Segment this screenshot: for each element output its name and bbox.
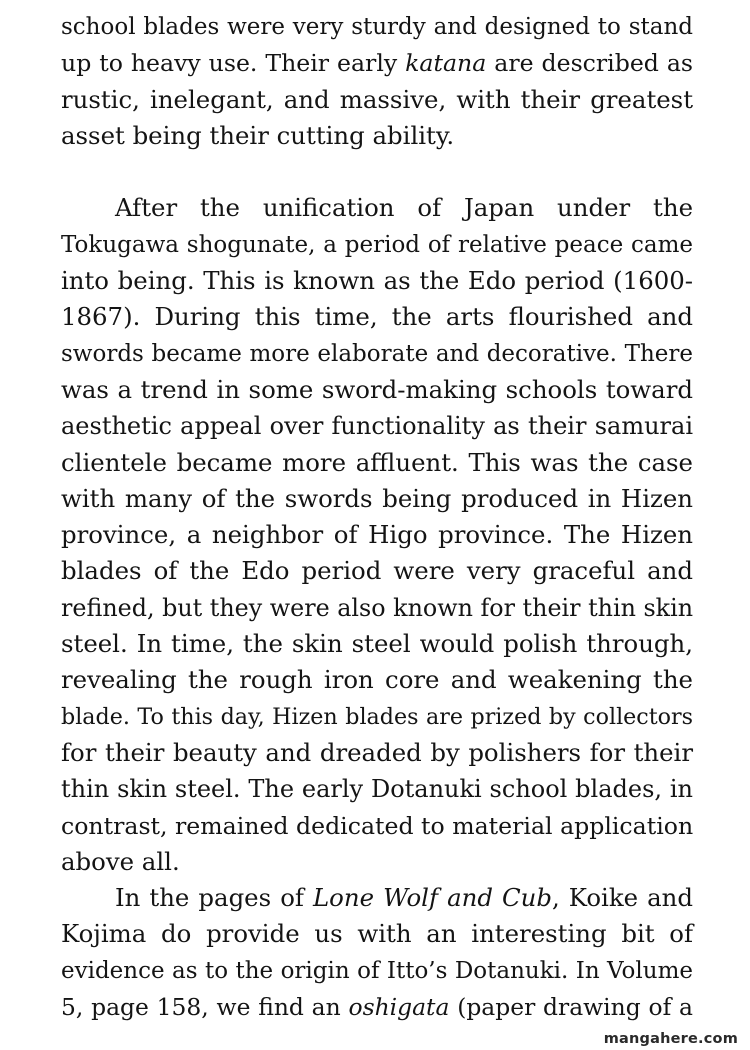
text-line: school blades were very sturdy and designed to stand (61, 14, 693, 40)
text-line: up to heavy use. Their early katana are described as (61, 49, 693, 78)
text-line: aesthetic appeal over functionality as their samurai (61, 412, 693, 441)
text-line: evidence as to the origin of Itto’s Dotanuki. In Volume (61, 957, 693, 984)
text-line: revealing the rough iron core and weakening the (61, 665, 693, 695)
text-line: clientele became more affluent. This was the case (61, 447, 693, 477)
text-line: After the unification of Japan under the (115, 193, 693, 223)
text-line: asset being their cutting ability. (61, 120, 455, 150)
site-watermark: mangahere.com (603, 1031, 738, 1047)
text-line: contrast, remained dedicated to material application (61, 811, 694, 840)
text-line: steel. In time, the skin steel would polish through, (61, 629, 693, 659)
text-line: blades of the Edo period were very graceful and (61, 556, 693, 586)
text-line: was a trend in some sword-making schools toward (61, 374, 693, 404)
text-line: Tokugawa shogunate, a period of relative peace came (61, 231, 693, 258)
text-line: 5, page 158, we find an oshigata (paper drawing of a (61, 993, 694, 1022)
paragraph-gap (61, 154, 693, 190)
text-line: into being. This is known as the Edo period (1600- (61, 266, 693, 296)
body-text (61, 9, 693, 1025)
text-line: rustic, inelegant, and massive, with their greatest (61, 84, 693, 114)
text-line: refined, but they were also known for their thin skin (61, 593, 694, 622)
text-line: swords became more elaborate and decorative. There (61, 340, 693, 367)
text-line: for their beauty and dreaded by polishers for their (61, 737, 693, 767)
text-line: 1867). During this time, the arts flourished and (61, 302, 693, 332)
text-line: In the pages of Lone Wolf and Cub, Koike and (115, 883, 693, 913)
italic-term: katana (405, 49, 487, 78)
italic-term: oshigata (348, 993, 450, 1022)
text-line: blade. To this day, Hizen blades are prized by collectors (61, 703, 693, 730)
text-line: Kojima do provide us with an interesting bit of (61, 919, 693, 949)
text-line: thin skin steel. The early Dotanuki school blades, in (61, 775, 693, 804)
text-line: with many of the swords being produced in Hizen (61, 483, 693, 513)
text-line: province, a neighbor of Higo province. The Hizen (61, 520, 693, 550)
text-line: above all. (61, 846, 180, 876)
italic-title: Lone Wolf and Cub (312, 883, 552, 913)
